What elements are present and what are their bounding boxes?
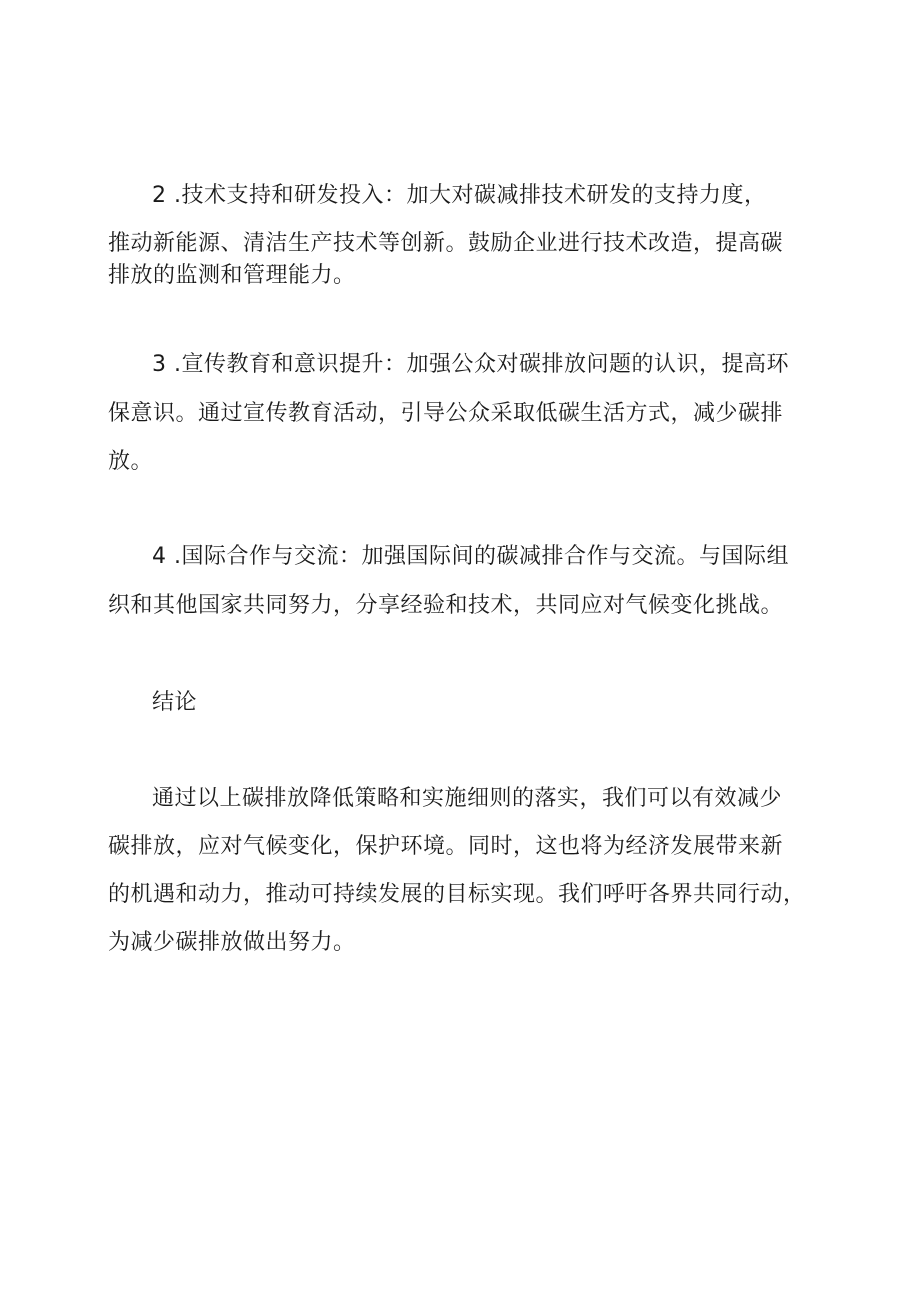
item-3-line-2: 保意识。通过宣传教育活动，引导公众采取低碳生活方式，减少碳排 — [108, 401, 784, 426]
conclusion-line-2: 碳排放，应对气候变化，保护环境。同时，这也将为经济发展带来新 — [108, 834, 784, 859]
item-3-line-1: 3 .宣传教育和意识提升：加强公众对碳排放问题的认识，提高环 — [152, 352, 789, 377]
item-2-line-1: 2 .技术支持和研发投入：加大对碳减排技术研发的支持力度， — [152, 183, 767, 208]
item-3-line-3: 放。 — [108, 449, 154, 474]
item-2-line-3: 排放的监测和管理能力。 — [108, 263, 356, 288]
item-4-line-2: 织和其他国家共同努力，分享经验和技术，共同应对气候变化挑战。 — [108, 593, 784, 618]
conclusion-line-1: 通过以上碳排放降低策略和实施细则的落实，我们可以有效减少 — [152, 786, 783, 811]
item-2-line-2: 推动新能源、清洁生产技术等创新。鼓励企业进行技术改造，提高碳 — [108, 231, 784, 256]
conclusion-heading: 结论 — [152, 690, 198, 715]
item-4-line-1: 4 .国际合作与交流：加强国际间的碳减排合作与交流。与国际组 — [152, 544, 789, 569]
conclusion-line-4: 为减少碳排放做出努力。 — [108, 930, 356, 955]
conclusion-line-3: 的机遇和动力，推动可持续发展的目标实现。我们呼吁各界共同行动， — [108, 882, 806, 907]
